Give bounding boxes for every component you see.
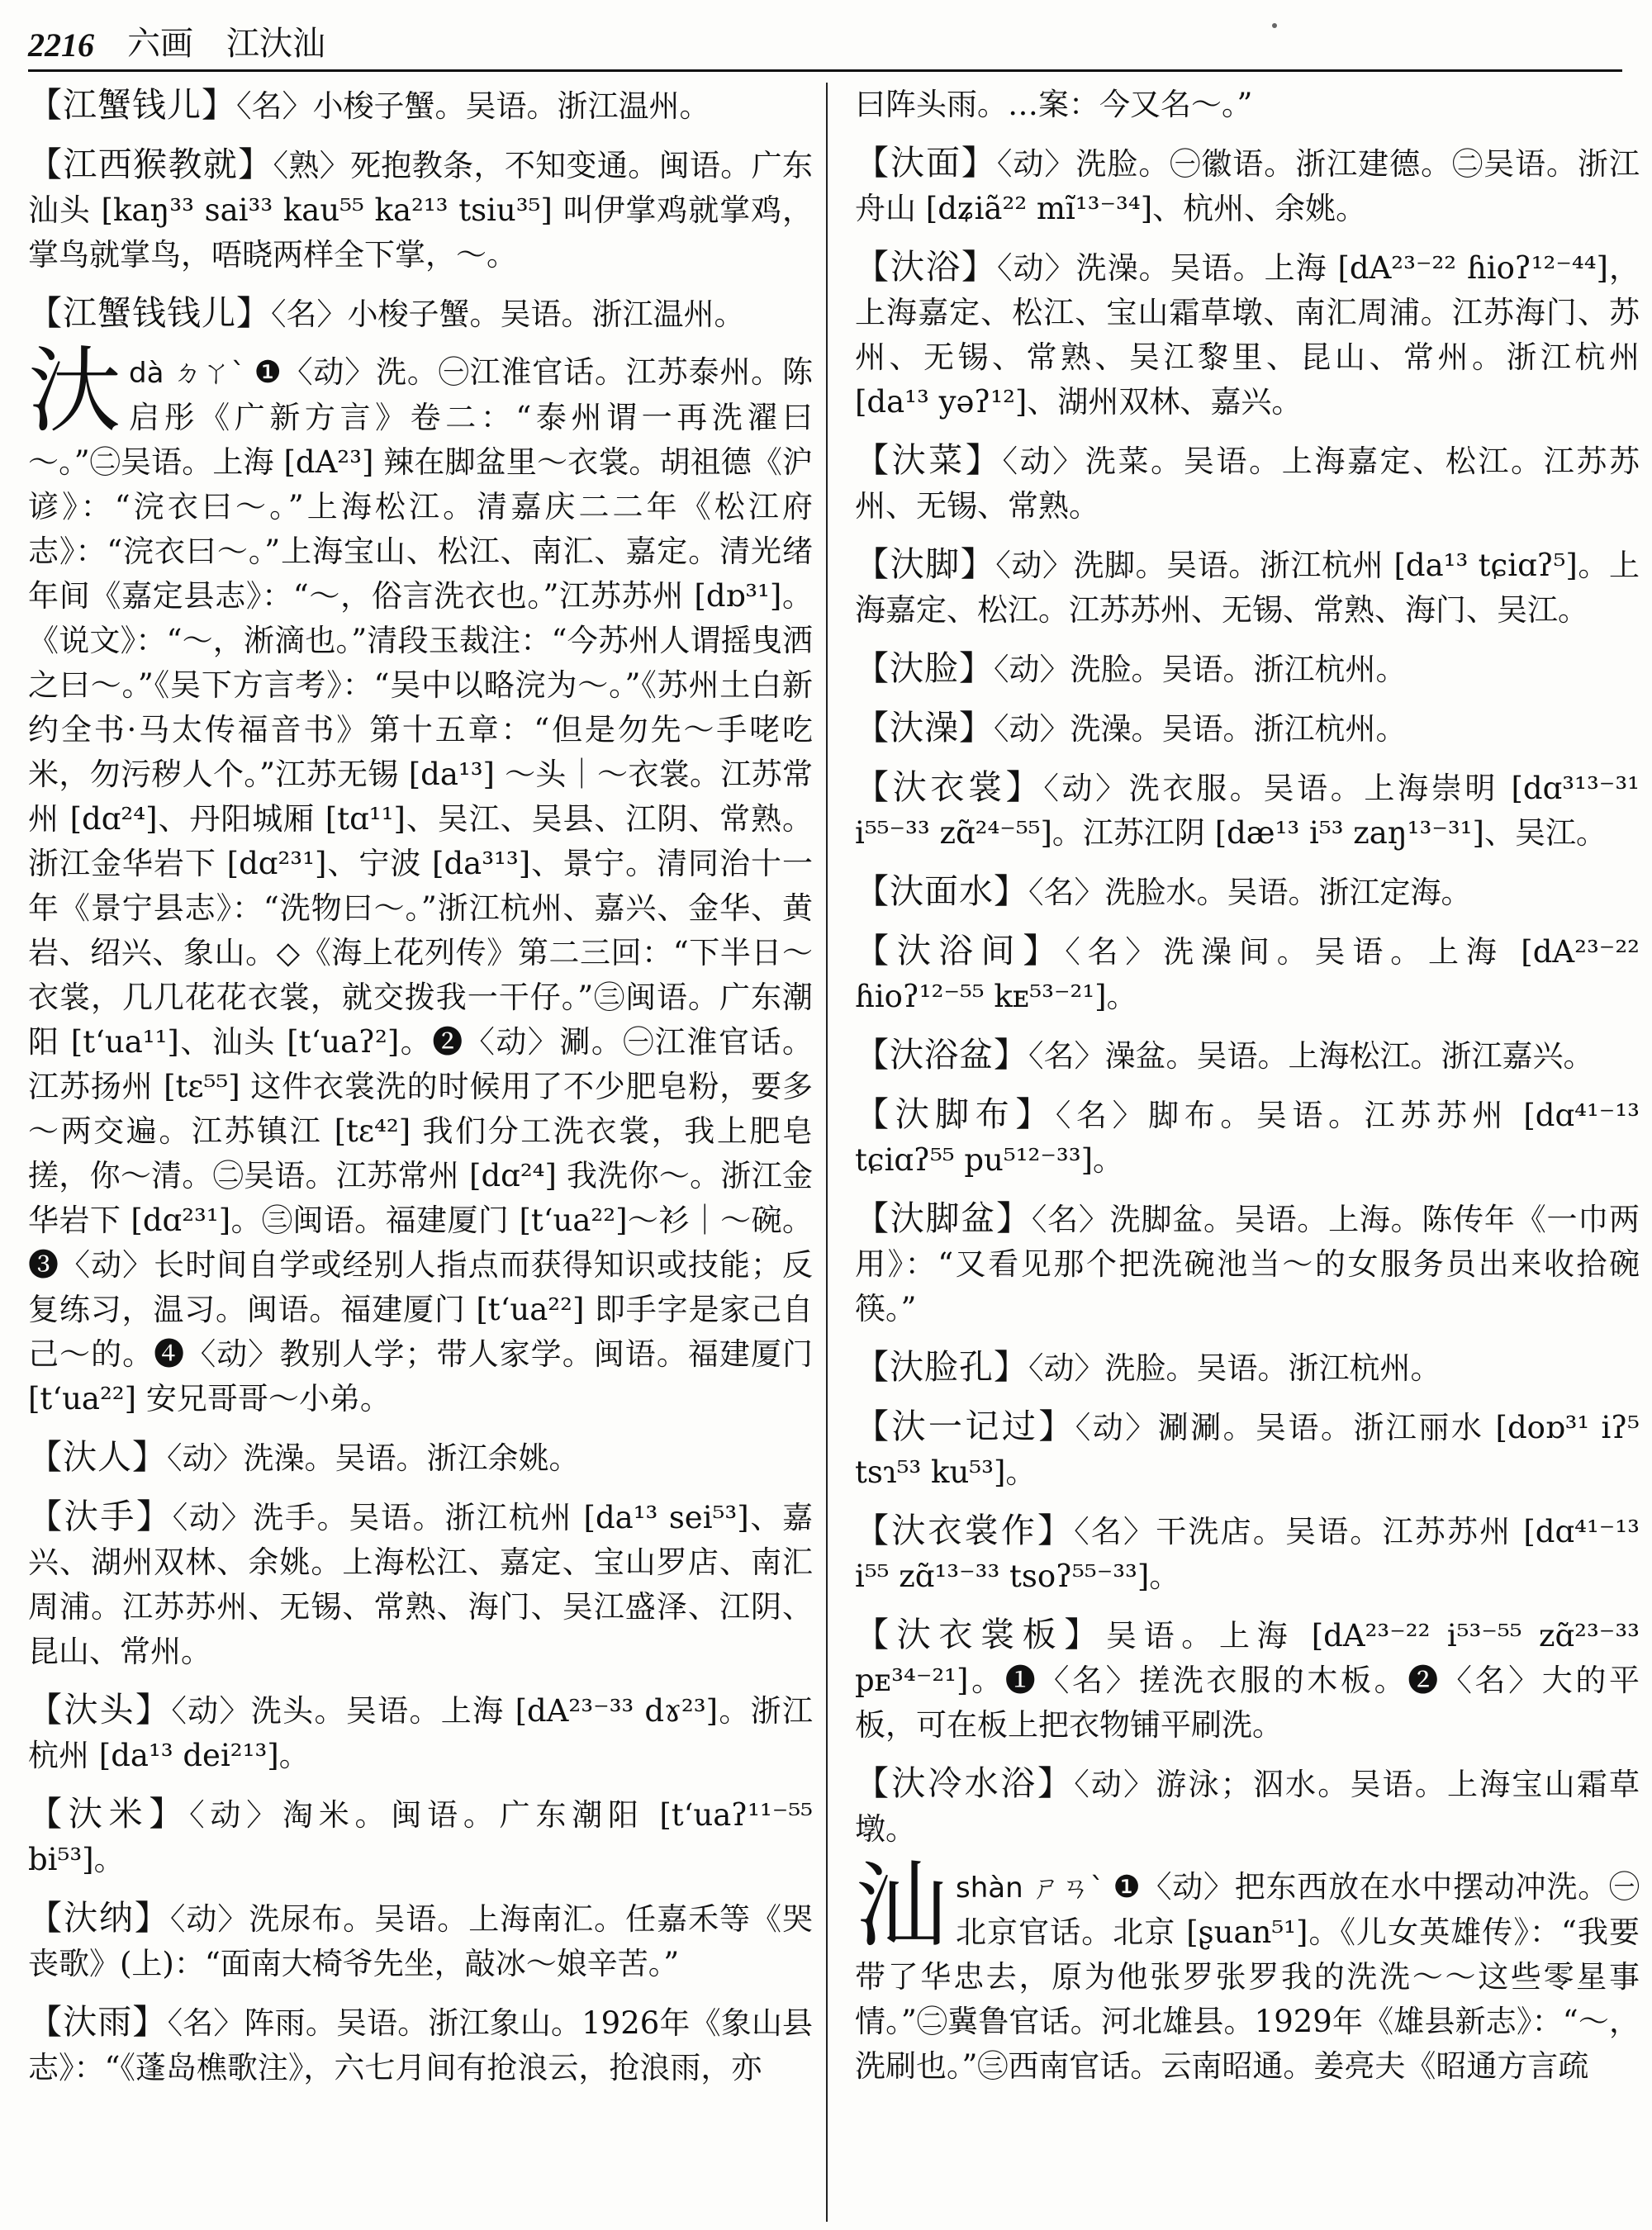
entry xyxy=(28,1435,813,1481)
right-column xyxy=(855,83,1640,2222)
definition: ❶〈动〉把东西放在水中摆动冲洗。㊀北京官话。北京 [ʂuan⁵¹]。《儿女英雄传》：“我要带了华忠去，原为他张罗张罗我的洗洗～～这些零星事情。”㊁冀鲁官话。河北雄县。1929年《雄县新志》：“～，洗刷也。”㊂西南官话。云南昭通。姜亮夫《昭通方言疏 xyxy=(855,1869,1640,2084)
definition: 〈名〉澡盆。吴语。上海松江。浙江嘉兴。 xyxy=(1028,1038,1594,1074)
entry xyxy=(855,1196,1640,1331)
definition: 〈名〉小梭子蟹。吴语。浙江温州。 xyxy=(271,297,745,332)
definition: 〈动〉洗脸。㊀徽语。浙江建德。㊁吴语。浙江舟山 [dʑiã²² mĩ¹³⁻³⁴]、杭州、余姚。 xyxy=(855,146,1640,226)
entry xyxy=(855,244,1640,425)
definition: 〈动〉游泳；泅水。吴语。上海宝山霜草墩。 xyxy=(855,1767,1640,1847)
entry xyxy=(855,869,1640,915)
headword: 【汏雨】 xyxy=(28,2002,168,2042)
entry xyxy=(28,83,813,129)
entry xyxy=(855,1032,1640,1079)
entry xyxy=(855,1761,1640,1852)
definition: 〈动〉淘米。闽语。广东潮阳 [tʻuaʔ¹¹⁻⁵⁵ bi⁵³]。 xyxy=(28,1797,813,1877)
headword: 【汏面】 xyxy=(855,143,997,183)
entry xyxy=(855,542,1640,633)
definition: 〈动〉洗澡。吴语。浙江余姚。 xyxy=(167,1440,580,1476)
headword: 【汏衣裳板】 xyxy=(855,1615,1106,1654)
definition: 〈动〉洗脸。吴语。浙江杭州。 xyxy=(994,652,1407,687)
definition: 〈动〉洗尿布。吴语。上海南汇。任嘉禾等《哭丧歌》(上)：“面南大椅爷先坐，敲冰～娘辛苦。” xyxy=(28,1901,813,1981)
headword: 【汏脚盆】 xyxy=(855,1198,1032,1238)
headword: 【汏衣裳】 xyxy=(855,767,1044,807)
definition: 〈动〉洗澡。吴语。浙江杭州。 xyxy=(994,711,1407,747)
entry xyxy=(855,438,1640,529)
entry xyxy=(855,705,1640,752)
definition: 〈动〉洗菜。吴语。上海嘉定、松江。江苏苏州、无锡、常熟。 xyxy=(855,444,1640,524)
definition: 〈名〉洗脸水。吴语。浙江定海。 xyxy=(1028,875,1472,910)
definition: 〈动〉洗脸。吴语。浙江杭州。 xyxy=(1028,1350,1441,1386)
headword: 【江蟹钱儿】 xyxy=(28,85,236,125)
headword: 【汏纳】 xyxy=(28,1898,170,1938)
entry xyxy=(855,1345,1640,1391)
guide-characters: 江汏汕 xyxy=(226,25,325,63)
headword: 【汏菜】 xyxy=(855,440,1003,480)
definition: 〈名〉洗脚盆。吴语。上海。陈传年《一巾两用》：“又看见那个把洗碗池当～的女服务员出来收拾碗筷。” xyxy=(855,1202,1640,1326)
headword: 【汏冷水浴】 xyxy=(855,1763,1075,1803)
definition: 〈动〉洗衣服。吴语。上海崇明 [dɑ³¹³⁻³¹ i⁵⁵⁻³³ zɑ̃²⁴⁻⁵⁵]。江苏江阴 [dæ¹³ i⁵³ zaŋ¹³⁻³¹]、吴江。 xyxy=(855,771,1640,851)
headword: 【汏脚】 xyxy=(855,544,996,584)
headword: 【汏人】 xyxy=(28,1437,167,1477)
head-character: 汕 xyxy=(855,1853,947,1960)
pronunciation: dà ㄉㄚˋ xyxy=(129,357,246,390)
page-header xyxy=(28,15,1622,72)
entry xyxy=(855,1404,1640,1495)
pronunciation: shàn ㄕㄢˋ xyxy=(956,1872,1105,1905)
headword: 【汏脚布】 xyxy=(855,1094,1056,1134)
print-speck xyxy=(1272,23,1277,28)
definition: 〈名〉脚布。吴语。江苏苏州 [dɑ⁴¹⁻¹³ tɕiɑʔ⁵⁵ pu⁵¹²⁻³³]。 xyxy=(855,1098,1640,1178)
entry xyxy=(28,142,813,278)
headword: 【汏浴盆】 xyxy=(855,1035,1028,1075)
column-divider xyxy=(826,83,828,2222)
definition: 〈名〉阵雨。吴语。浙江象山。1926年《象山县志》：“《蓬岛樵歌注》，六七月间有抢浪云，抢浪雨，亦 xyxy=(28,2005,813,2085)
definition: 〈熟〉死抱教条，不知变通。闽语。广东汕头 [kaŋ³³ sai³³ kau⁵⁵ ka²¹³ tsiu³⁵] 叫伊掌鸡就掌鸡，掌鸟就掌鸟，唔晓两样全下掌，～。 xyxy=(28,148,813,273)
headword: 【汏脸孔】 xyxy=(855,1347,1028,1387)
page-number: 2216 xyxy=(28,26,94,64)
entry xyxy=(855,1508,1640,1599)
entry xyxy=(855,140,1640,231)
section-label: 六画 xyxy=(127,25,193,63)
definition: 〈动〉洗头。吴语。上海 [dA²³⁻³³ dɤ²³]。浙江杭州 [da¹³ dei²¹³]。 xyxy=(28,1693,813,1773)
headword: 【汏米】 xyxy=(28,1794,190,1834)
entry xyxy=(855,1612,1640,1748)
headword: 【汏浴】 xyxy=(855,247,998,287)
headword: 【汏澡】 xyxy=(855,708,994,747)
char-entry-da xyxy=(28,338,813,1421)
headword: 【汏头】 xyxy=(28,1690,172,1729)
headword: 【江蟹钱钱儿】 xyxy=(28,293,271,333)
entry xyxy=(855,928,1640,1019)
entry xyxy=(855,646,1640,692)
entry xyxy=(855,1092,1640,1183)
definition: 〈名〉洗澡间。吴语。上海 [dA²³⁻²² ɦioʔ¹²⁻⁵⁵ kᴇ⁵³⁻²¹]。 xyxy=(855,934,1640,1014)
headword: 【汏浴间】 xyxy=(855,931,1066,970)
char-entry-shan xyxy=(855,1853,1640,2089)
entry xyxy=(28,1896,813,1986)
definition: 〈动〉洗手。吴语。浙江杭州 [da¹³ sei⁵³]、嘉兴、湖州双林、余姚。上海松江、嘉定、宝山罗店、南汇周浦。江苏苏州、无锡、常熟、海门、吴江盛泽、江阴、昆山、常州。 xyxy=(28,1500,813,1669)
continuation-text: 曰阵头雨。…案：今又名～。” xyxy=(855,87,1253,122)
entry xyxy=(28,2000,813,2090)
entry xyxy=(28,1494,813,1674)
headword: 【汏一记过】 xyxy=(855,1407,1075,1446)
definition: 〈名〉干洗店。吴语。江苏苏州 [dɑ⁴¹⁻¹³ i⁵⁵ zɑ̃¹³⁻³³ tsoʔ⁵⁵⁻³³]。 xyxy=(855,1514,1640,1594)
headword: 【汏衣裳作】 xyxy=(855,1511,1075,1550)
definition: 〈动〉涮涮。吴语。浙江丽水 [doɒ³¹ iʔ⁵ tsɿ⁵³ ku⁵³]。 xyxy=(855,1410,1640,1490)
headword: 【江西猴教就】 xyxy=(28,145,273,184)
left-column xyxy=(28,83,813,2222)
headword: 【汏手】 xyxy=(28,1497,173,1536)
definition: ❶〈动〉洗。㊀江淮官话。江苏泰州。陈启彤《广新方言》卷二：“泰州谓一再洗濯曰～。”㊁吴语。上海 [dA²³] 辣在脚盆里～衣裳。胡祖德《沪谚》：“浣衣曰～。”上海松江。清嘉庆二二年《松江府志》：“浣衣曰～。”上海宝山、松江、南汇、嘉定。清光绪年间《嘉定县志》：“～，俗言洗衣也。”江苏苏州 [dɒ³¹]。《说文》：“～，淅滴也。”清段玉裁注：“今苏州人谓摇曳洒之曰～。”《吴下方言考》：“吴中以略浣为～。”《苏州土白新约全书·马太传福音书》第十五章：“但是勿先～手咾吃米，勿污秽人个。”江苏无锡 [da¹³] ～头｜～衣裳。江苏常州 [dɑ²⁴]、丹阳城厢 [tɑ¹¹]、吴江、吴县、江阴、常熟。浙江金华岩下 [dɑ²³¹]、宁波 [da³¹³]、景宁。清同治十一年《景宁县志》：“洗物曰～。”浙江杭州、嘉兴、金华、黄岩、绍兴、象山。◇《海上花列传》第二三回：“下半日～衣裳，几几花花衣裳，就交拨我一干仔。”㊂闽语。广东潮阳 [tʻua¹¹]、汕头 [tʻuaʔ²]。❷〈动〉涮。㊀江淮官话。江苏扬州 [tɛ⁵⁵] 这件衣裳洗的时候用了不少肥皂粉，要多～两交遍。江苏镇江 [tɛ⁴²] 我们分工洗衣裳，我上肥皂搓，你～清。㊁吴语。江苏常州 [dɑ²⁴] 我洗你～。浙江金华岩下 [dɑ²³¹]。㊂闽语。福建厦门 [tʻua²²]～衫｜～碗。❸〈动〉长时间自学或经别人指点而获得知识或技能；反复练习，温习。闽语。福建厦门 [tʻua²²] 即手字是家己自己～的。❹〈动〉教别人学；带人家学。闽语。福建厦门 [tʻua²²] 安兄哥哥～小弟。 xyxy=(28,354,813,1416)
definition: 〈名〉小梭子蟹。吴语。浙江温州。 xyxy=(236,88,710,124)
entry xyxy=(855,765,1640,856)
entry xyxy=(28,1687,813,1778)
entry xyxy=(28,291,813,337)
definition: 〈动〉洗澡。吴语。上海 [dA²³⁻²² ɦioʔ¹²⁻⁴⁴]，上海嘉定、松江、宝山霜草墩、南汇周浦。江苏海门、苏州、无锡、常熟、吴江黎里、昆山、常州。浙江杭州 [da¹³ yəʔ¹²]、湖州双林、嘉兴。 xyxy=(855,250,1640,420)
definition: 吴语。上海 [dA²³⁻²² i⁵³⁻⁵⁵ zɑ̃²³⁻³³ pᴇ³⁴⁻²¹]。❶〈名〉搓洗衣服的木板。❷〈名〉大的平板，可在板上把衣物铺平刷洗。 xyxy=(855,1618,1640,1743)
definition: 〈动〉洗脚。吴语。浙江杭州 [da¹³ tɕiɑʔ⁵]。上海嘉定、松江。江苏苏州、无锡、常熟、海门、吴江。 xyxy=(855,548,1640,628)
entry xyxy=(28,1791,813,1882)
headword: 【汏面水】 xyxy=(855,871,1028,911)
headword: 【汏脸】 xyxy=(855,648,994,688)
head-character: 汏 xyxy=(28,338,121,445)
